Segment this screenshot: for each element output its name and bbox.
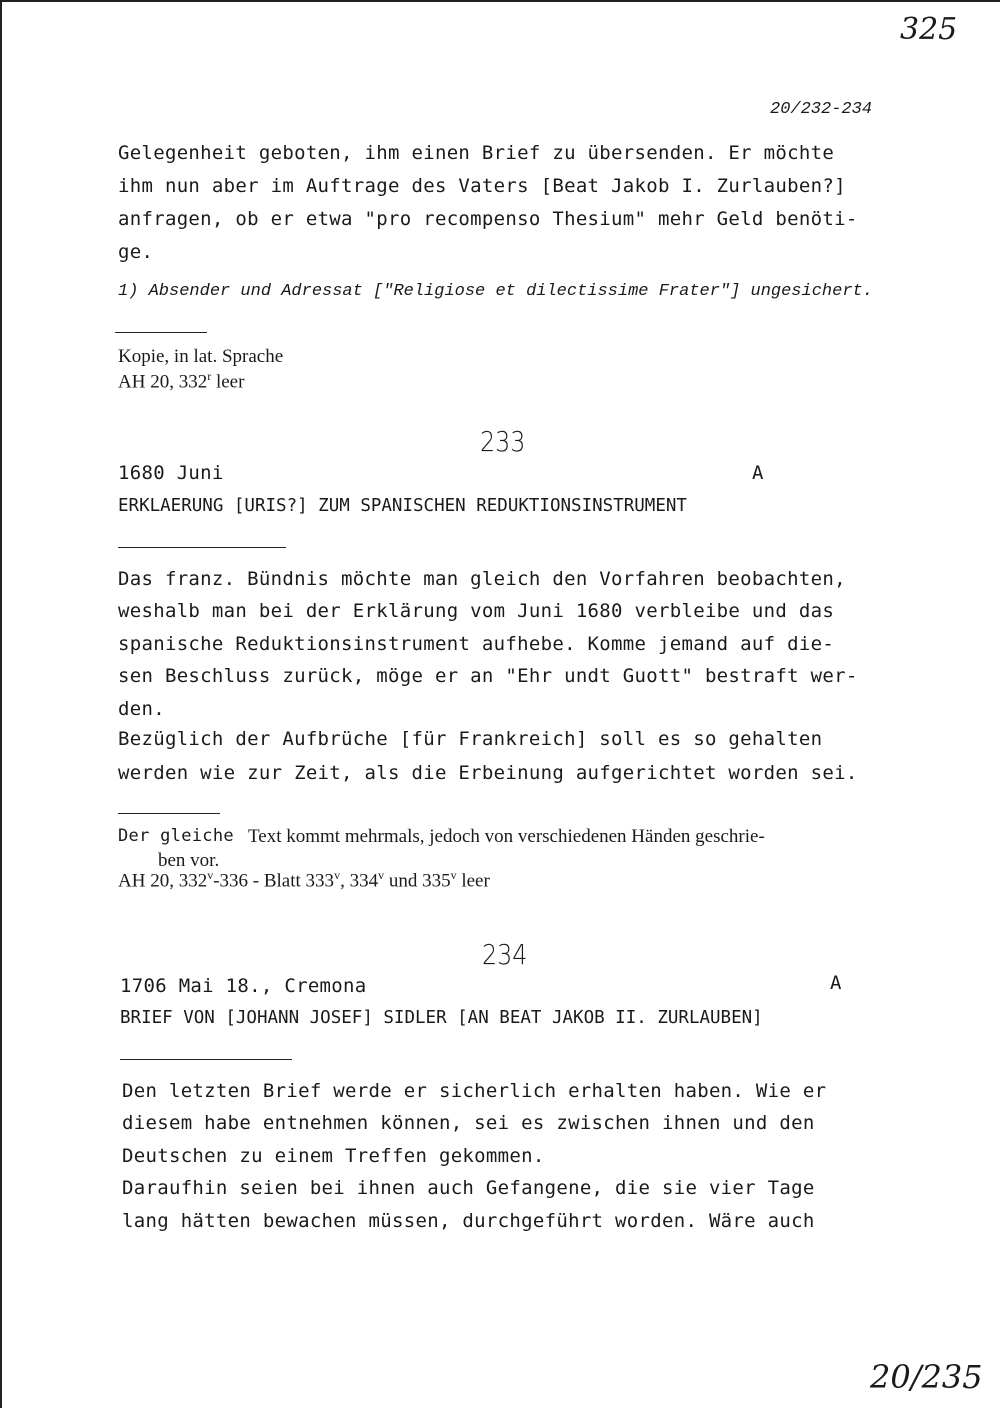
- archive-status: leer: [456, 870, 490, 892]
- entry-marker: A: [752, 462, 764, 484]
- archive-range: , 334: [340, 870, 379, 892]
- archive-range: und 335: [384, 870, 451, 892]
- text-line: werden wie zur Zeit, als die Erbeinung aufgerichtet worden sei.: [118, 762, 858, 784]
- text-line: Deutschen zu einem Treffen gekommen.: [122, 1145, 545, 1167]
- text-note-rest: Text kommt mehrmals, jedoch von verschiedenen Händen geschrie-: [248, 826, 765, 847]
- text-note-start: Der gleiche: [118, 826, 234, 846]
- divider: [118, 547, 286, 548]
- text-line: weshalb man bei der Erklärung vom Juni 1680 verbleibe und das: [118, 600, 835, 622]
- archive-ref: AH 20, 332: [118, 870, 208, 892]
- page-reference: 20/232-234: [770, 100, 873, 119]
- recto-mark: r: [207, 369, 212, 383]
- text-line: sen Beschluss zurück, möge er an "Ehr undt Guott" bestraft wer-: [118, 665, 858, 687]
- text-line: Das franz. Bündnis möchte man gleich den Vorfahren beobachten,: [118, 568, 846, 590]
- verso-mark: v: [334, 868, 341, 882]
- copy-note: Kopie, in lat. Sprache: [118, 346, 284, 367]
- text-line: Bezüglich der Aufbrüche [für Frankreich] soll es so gehalten: [118, 728, 823, 750]
- entry-number: 233: [480, 425, 526, 458]
- scan-border-left: [0, 0, 2, 1408]
- text-line: spanische Reduktionsinstrument aufhebe. Komme jemand auf die-: [118, 633, 835, 655]
- archive-range: -336 - Blatt 333: [213, 870, 335, 892]
- text-line: den.: [118, 698, 165, 720]
- footnote: 1) Absender und Adressat ["Religiose et dilectissime Frater"] ungesichert.: [118, 282, 873, 301]
- text-line: anfragen, ob er etwa "pro recompenso Thesium" mehr Geld benöti-: [118, 208, 858, 230]
- entry-number: 234: [482, 938, 528, 971]
- archive-status: leer: [211, 371, 245, 393]
- text-line: lang hätten bewachen müssen, durchgeführt worden. Wäre auch: [122, 1210, 815, 1232]
- divider: [115, 332, 207, 333]
- text-line: ihm nun aber im Auftrage des Vaters [Beat Jakob I. Zurlauben?]: [118, 175, 846, 197]
- verso-mark: v: [378, 868, 385, 882]
- entry-marker: A: [830, 972, 842, 994]
- divider: [120, 1059, 292, 1060]
- entry-date: 1680 Juni: [118, 462, 224, 484]
- entry-title: ERKLAERUNG [URIS?] ZUM SPANISCHEN REDUKTIONSINSTRUMENT: [118, 496, 687, 516]
- scan-border-top: [0, 0, 1000, 2]
- handwritten-folio-number: 325: [900, 12, 958, 47]
- verso-mark: v: [450, 868, 457, 882]
- divider: [118, 813, 220, 814]
- text-line: diesem habe entnehmen können, sei es zwischen ihnen und den: [122, 1112, 815, 1134]
- entry-title: BRIEF VON [JOHANN JOSEF] SIDLER [AN BEAT JAKOB II. ZURLAUBEN]: [120, 1008, 763, 1028]
- archive-note: [118, 369, 244, 393]
- archive-ref: AH 20, 332: [118, 371, 208, 393]
- verso-mark: v: [207, 868, 214, 882]
- handwritten-page-ref: 20/235: [870, 1358, 983, 1396]
- archive-note: [118, 868, 490, 892]
- entry-date: 1706 Mai 18., Cremona: [120, 975, 367, 997]
- text-line: ge.: [118, 241, 154, 263]
- text-line: Gelegenheit geboten, ihm einen Brief zu übersenden. Er möchte: [118, 142, 835, 164]
- text-note-end: ben vor.: [158, 850, 220, 871]
- text-line: Daraufhin seien bei ihnen auch Gefangene, die sie vier Tage: [122, 1177, 815, 1199]
- text-line: Den letzten Brief werde er sicherlich erhalten haben. Wie er: [122, 1080, 827, 1102]
